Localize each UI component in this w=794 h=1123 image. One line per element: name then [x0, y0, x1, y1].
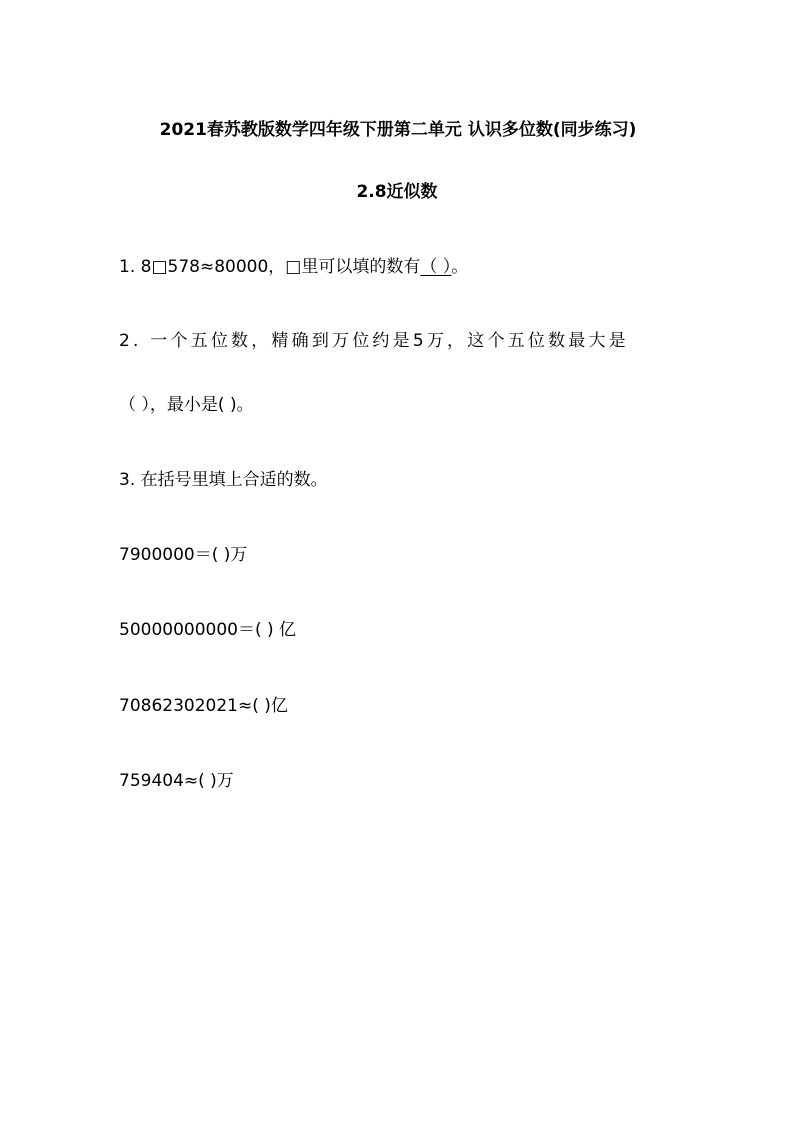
question-1-suffix: 。	[451, 257, 469, 277]
fill-item: 50000000000＝( ) 亿	[119, 620, 297, 640]
fill-item: 759404≈( )万	[119, 771, 234, 791]
question-1-blank: （ ）	[420, 257, 452, 277]
question-1-prefix: 1. 8□578≈80000，□里可以填的数有	[119, 257, 421, 277]
question-3: 3. 在括号里填上合适的数。	[119, 470, 328, 490]
worksheet-title: 2021春苏教版数学四年级下册第二单元 认识多位数(同步练习)	[159, 120, 637, 140]
question-2-line-1: 2. 一个五位数，精确到万位约是5万，这个五位数最大是	[119, 331, 629, 351]
question-1	[119, 256, 468, 278]
fill-item: 7900000＝( )万	[119, 545, 248, 565]
section-subtitle: 2.8近似数	[356, 182, 438, 202]
question-2-line-2: （ ），最小是( )。	[119, 395, 254, 415]
fill-item: 70862302021≈( )亿	[119, 696, 288, 716]
